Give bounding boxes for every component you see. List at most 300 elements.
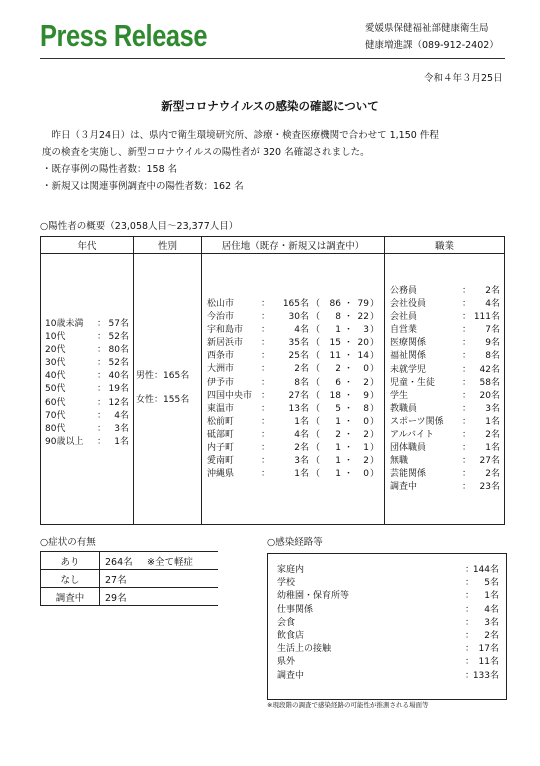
symptoms-table — [40, 551, 218, 606]
route-value: 2名 — [484, 630, 499, 641]
residence-row — [207, 442, 379, 455]
symptom-row — [41, 552, 219, 570]
residence-colon: ： — [261, 416, 271, 427]
symptom-row — [41, 588, 219, 606]
route-row — [277, 564, 499, 577]
route-value: 3名 — [484, 617, 499, 628]
residence-dot: ・ — [344, 325, 354, 336]
age-colon: ： — [97, 410, 107, 421]
residence-new: 8 — [363, 403, 369, 414]
residence-row — [207, 350, 379, 363]
occupation-value: 1名 — [485, 443, 500, 454]
residence-city: 大洲市 — [207, 364, 235, 375]
route-colon: ： — [465, 630, 475, 641]
route-value: 144名 — [472, 565, 499, 575]
residence-paren-open: （ — [311, 325, 321, 336]
occupation-value: 58名 — [479, 377, 500, 388]
age-row — [45, 383, 129, 396]
occupation-value: 111名 — [473, 312, 500, 323]
occupation-label: 公務員 — [390, 286, 418, 296]
occupation-row — [390, 324, 500, 337]
residence-paren-open: （ — [311, 403, 321, 414]
age-colon: ： — [97, 397, 107, 408]
age-label: 30代 — [45, 358, 66, 369]
residence-city: 西条市 — [207, 351, 235, 362]
route-row — [277, 670, 499, 683]
residence-new: 0 — [363, 469, 369, 480]
occupation-row — [390, 416, 500, 429]
col-header-age: 年代 — [41, 237, 134, 254]
occupation-colon: ： — [462, 390, 472, 401]
age-value: 80名 — [108, 345, 129, 356]
age-row — [45, 397, 129, 410]
overview-heading: ○陽性者の概要（23,058人目～23,377人目） — [40, 221, 239, 232]
residence-new: 2 — [363, 377, 369, 388]
residence-dot: ・ — [344, 456, 354, 467]
occupation-row — [390, 455, 500, 468]
route-label: 仕事関係 — [277, 604, 314, 615]
occupation-label: 児童・生徒 — [390, 377, 436, 388]
col-header-sex: 性別 — [134, 237, 202, 254]
issuer-dept: 愛媛県保健福祉部健康衛生局 — [365, 23, 489, 34]
residence-row — [207, 416, 379, 429]
age-value: 12名 — [108, 397, 129, 408]
residence-city: 宇和島市 — [207, 325, 244, 336]
residence-new: 9 — [363, 390, 369, 401]
route-colon: ： — [465, 578, 475, 589]
age-cell — [41, 254, 134, 525]
residence-dot: ・ — [344, 416, 354, 427]
occupation-value: 2名 — [485, 469, 500, 480]
residence-paren-close: ） — [370, 377, 380, 388]
occupation-value: 20名 — [479, 390, 500, 401]
occupation-row — [390, 481, 500, 494]
residence-paren-open: （ — [311, 429, 321, 440]
residence-existing: 2 — [335, 429, 341, 440]
residence-paren-close: ） — [370, 390, 380, 401]
symptom-label: なし — [41, 570, 100, 588]
residence-city: 松山市 — [207, 299, 235, 309]
symptom-label: あり — [41, 552, 100, 570]
age-value: 40名 — [108, 371, 129, 382]
route-value: 11名 — [478, 657, 499, 668]
occupation-label: スポーツ関係 — [390, 416, 444, 427]
residence-existing: 1 — [335, 443, 341, 454]
occupation-list — [390, 285, 500, 495]
age-label: 90歳以上 — [45, 436, 84, 447]
residence-colon: ： — [261, 325, 271, 336]
residence-city: 伊予市 — [207, 377, 235, 388]
residence-row — [207, 455, 379, 468]
occupation-label: 会社員 — [390, 312, 418, 323]
route-row — [277, 617, 499, 630]
route-row — [277, 630, 499, 643]
residence-total: 3名 — [294, 456, 309, 467]
document-title: 新型コロナウイルスの感染の確認について — [161, 99, 379, 113]
residence-row — [207, 468, 379, 481]
occupation-colon: ： — [462, 338, 472, 349]
release-date: 令和４年３月25日 — [424, 73, 503, 84]
occupation-label: 教職員 — [390, 403, 418, 414]
residence-row — [207, 390, 379, 403]
residence-city: 愛南町 — [207, 456, 235, 467]
route-value: 133名 — [472, 670, 499, 681]
residence-existing: 8 — [335, 312, 341, 323]
route-colon: ： — [465, 604, 475, 615]
residence-new: 3 — [363, 325, 369, 336]
age-value: 3名 — [114, 423, 129, 434]
sex-label: 男性： — [136, 371, 164, 381]
sex-list — [136, 364, 189, 412]
residence-new: 1 — [363, 443, 369, 454]
occupation-value: 42名 — [479, 364, 500, 375]
press-release-banner: Press Release — [40, 18, 208, 53]
occupation-value: 23名 — [479, 482, 500, 493]
intro-paragraph — [42, 127, 507, 195]
residence-total: 4名 — [294, 325, 309, 336]
residence-total: 30名 — [288, 312, 309, 323]
residence-new: 0 — [363, 416, 369, 427]
occupation-row — [390, 350, 500, 363]
sex-value: 155名 — [163, 395, 190, 405]
symptom-count: 29名 — [105, 592, 127, 604]
route-colon: ： — [465, 617, 475, 628]
occupation-label: 福祉関係 — [390, 351, 427, 362]
route-value: 1名 — [484, 591, 499, 602]
residence-city: 東温市 — [207, 403, 235, 414]
residence-paren-close: ） — [370, 312, 380, 323]
residence-row — [207, 337, 379, 350]
residence-row — [207, 363, 379, 376]
age-label: 70代 — [45, 410, 66, 421]
age-value: 57名 — [108, 319, 129, 329]
sex-row — [136, 388, 189, 412]
route-label: 調査中 — [277, 670, 305, 681]
residence-row — [207, 429, 379, 442]
residence-paren-close: ） — [370, 351, 380, 362]
age-row — [45, 357, 129, 370]
residence-colon: ： — [261, 312, 271, 323]
age-row — [45, 344, 129, 357]
age-row — [45, 423, 129, 436]
residence-colon: ： — [261, 390, 271, 401]
residence-new: 79 — [357, 299, 369, 309]
residence-existing: 1 — [335, 325, 341, 336]
residence-dot: ・ — [344, 390, 354, 401]
route-colon: ： — [465, 591, 475, 602]
symptom-value — [100, 570, 219, 588]
route-colon: ： — [465, 657, 475, 668]
overview-table — [40, 236, 505, 525]
age-colon: ： — [97, 332, 107, 343]
occupation-value: 8名 — [485, 351, 500, 362]
residence-total: 8名 — [294, 377, 309, 388]
residence-new: 2 — [363, 456, 369, 467]
occupation-value: 27名 — [479, 456, 500, 467]
route-colon: ： — [465, 670, 475, 681]
occupation-value: 7名 — [485, 325, 500, 336]
sex-cell — [134, 254, 202, 525]
residence-paren-open: （ — [311, 377, 321, 388]
occupation-row — [390, 337, 500, 350]
residence-paren-close: ） — [370, 456, 380, 467]
residence-total: 4名 — [294, 429, 309, 440]
residence-existing: 6 — [335, 377, 341, 388]
occupation-colon: ： — [462, 430, 472, 441]
residence-dot: ・ — [344, 443, 354, 454]
residence-existing: 1 — [335, 456, 341, 467]
occupation-label: 学生 — [390, 390, 409, 401]
residence-city: 内子町 — [207, 443, 235, 454]
residence-city: 新居浜市 — [207, 338, 244, 349]
route-label: 幼稚園・保育所等 — [277, 591, 350, 602]
residence-total: 13名 — [288, 403, 309, 414]
occupation-label: 芸能関係 — [390, 469, 427, 480]
residence-paren-open: （ — [311, 469, 321, 480]
residence-total: 2名 — [294, 443, 309, 454]
issuer-contact: 健康増進課（089-912-2402） — [365, 40, 499, 51]
occupation-label: 無職 — [390, 456, 409, 467]
residence-dot: ・ — [344, 364, 354, 375]
sex-value: 165名 — [163, 371, 190, 381]
route-label: 生活上の接触 — [277, 644, 332, 655]
occupation-value: 3名 — [485, 403, 500, 414]
residence-colon: ： — [261, 456, 271, 467]
residence-colon: ： — [261, 364, 271, 375]
occupation-colon: ： — [462, 482, 472, 493]
age-list — [45, 318, 129, 449]
residence-dot: ・ — [344, 377, 354, 388]
residence-existing: 1 — [335, 416, 341, 427]
occupation-colon: ： — [462, 312, 472, 323]
residence-colon: ： — [261, 443, 271, 454]
residence-colon: ： — [261, 403, 271, 414]
occupation-colon: ： — [462, 403, 472, 414]
residence-existing: 15 — [329, 338, 341, 349]
occupation-row — [390, 298, 500, 311]
symptom-label: 調査中 — [41, 588, 100, 606]
route-row — [277, 577, 499, 590]
occupation-colon: ： — [462, 299, 472, 310]
residence-row — [207, 298, 379, 311]
residence-list — [207, 298, 379, 481]
col-header-occupation: 職業 — [385, 237, 505, 254]
route-row — [277, 604, 499, 617]
occupation-row — [390, 403, 500, 416]
residence-dot: ・ — [344, 429, 354, 440]
residence-dot: ・ — [344, 338, 354, 349]
occupation-colon: ： — [462, 456, 472, 467]
age-row — [45, 436, 129, 449]
residence-total: 35名 — [288, 338, 309, 349]
occupation-colon: ： — [462, 377, 472, 388]
residence-dot: ・ — [344, 312, 354, 323]
occupation-value: 9名 — [485, 338, 500, 349]
routes-list — [277, 564, 499, 683]
route-row — [277, 656, 499, 669]
residence-existing: 18 — [329, 390, 341, 401]
occupation-row — [390, 429, 500, 442]
route-value: 4名 — [484, 604, 499, 615]
route-colon: ： — [465, 565, 475, 575]
residence-paren-close: ） — [370, 443, 380, 454]
occupation-value: 2名 — [485, 430, 500, 441]
occupation-row — [390, 364, 500, 377]
residence-total: 27名 — [288, 390, 309, 401]
occupation-value: 2名 — [485, 286, 500, 296]
symptom-count: 264名 — [105, 556, 133, 568]
residence-paren-close: ） — [370, 299, 380, 309]
age-label: 10代 — [45, 332, 66, 343]
age-label: 80代 — [45, 423, 66, 434]
residence-existing: 11 — [329, 351, 341, 362]
residence-city: 今治市 — [207, 312, 235, 323]
occupation-colon: ： — [462, 443, 472, 454]
occupation-label: 調査中 — [390, 482, 418, 493]
occupation-colon: ： — [462, 286, 472, 296]
residence-total: 25名 — [288, 351, 309, 362]
route-label: 県外 — [277, 657, 296, 668]
residence-colon: ： — [261, 429, 271, 440]
symptom-row — [41, 570, 219, 588]
age-row — [45, 331, 129, 344]
age-label: 50代 — [45, 384, 66, 395]
residence-city: 砥部町 — [207, 429, 235, 440]
age-value: 4名 — [114, 410, 129, 421]
age-colon: ： — [97, 358, 107, 369]
residence-colon: ： — [261, 299, 271, 309]
age-label: 40代 — [45, 371, 66, 382]
residence-row — [207, 311, 379, 324]
route-value: 5名 — [484, 578, 499, 589]
intro-bullet-new: ・新規又は関連事例調査中の陽性者数：162 名 — [42, 181, 244, 192]
age-colon: ： — [97, 384, 107, 395]
residence-new: 14 — [357, 351, 369, 362]
residence-city: 沖縄県 — [207, 469, 235, 480]
age-value: 19名 — [108, 384, 129, 395]
sex-label: 女性： — [136, 395, 164, 405]
route-label: 学校 — [277, 578, 296, 589]
intro-line-1: 昨日（３月24日）は、県内で衛生環境研究所、診療・検査医療機関で合わせて 1,150 件程 — [51, 130, 439, 141]
occupation-row — [390, 311, 500, 324]
occupation-row — [390, 285, 500, 298]
residence-dot: ・ — [344, 351, 354, 362]
residence-dot: ・ — [344, 403, 354, 414]
sex-row — [136, 364, 189, 388]
occupation-colon: ： — [462, 351, 472, 362]
residence-paren-open: （ — [311, 338, 321, 349]
residence-row — [207, 324, 379, 337]
residence-new: 2 — [363, 429, 369, 440]
route-label: 飲食店 — [277, 630, 305, 641]
age-colon: ： — [97, 371, 107, 382]
residence-cell — [202, 254, 385, 525]
residence-existing: 86 — [329, 299, 341, 309]
residence-row — [207, 377, 379, 390]
age-colon: ： — [97, 319, 107, 329]
age-value: 52名 — [108, 358, 129, 369]
residence-colon: ： — [261, 351, 271, 362]
route-row — [277, 643, 499, 656]
symptom-note: ※全て軽症 — [147, 556, 193, 568]
occupation-label: 医療関係 — [390, 338, 427, 349]
residence-paren-close: ） — [370, 338, 380, 349]
intro-line-2: 度の検査を実施し、新型コロナウイルスの陽性者が 320 名確認されました。 — [42, 147, 370, 158]
residence-new: 0 — [363, 364, 369, 375]
occupation-label: 団体職員 — [390, 443, 427, 454]
residence-paren-close: ） — [370, 364, 380, 375]
residence-paren-open: （ — [311, 456, 321, 467]
residence-new: 22 — [357, 312, 369, 323]
residence-paren-open: （ — [311, 390, 321, 401]
age-value: 52名 — [108, 332, 129, 343]
route-label: 会食 — [277, 617, 296, 628]
age-label: 60代 — [45, 397, 66, 408]
residence-paren-open: （ — [311, 416, 321, 427]
routes-footnote: ※現段階の調査で感染経路の可能性が推測される場面等 — [267, 701, 429, 709]
occupation-colon: ： — [462, 364, 472, 375]
residence-new: 20 — [357, 338, 369, 349]
occupation-row — [390, 390, 500, 403]
symptoms-heading: ○症状の有無 — [40, 537, 96, 548]
residence-paren-open: （ — [311, 364, 321, 375]
residence-total: 1名 — [294, 416, 309, 427]
route-label: 家庭内 — [277, 565, 305, 575]
age-colon: ： — [97, 436, 107, 447]
route-colon: ： — [465, 644, 475, 655]
intro-bullet-existing: ・既存事例の陽性者数：158 名 — [42, 164, 178, 175]
residence-row — [207, 403, 379, 416]
occupation-colon: ： — [462, 416, 472, 427]
age-colon: ： — [97, 345, 107, 356]
residence-paren-close: ） — [370, 429, 380, 440]
residence-paren-open: （ — [311, 312, 321, 323]
residence-dot: ・ — [344, 469, 354, 480]
issuer — [365, 20, 499, 54]
residence-existing: 1 — [335, 469, 341, 480]
route-value: 17名 — [478, 644, 499, 655]
residence-paren-open: （ — [311, 351, 321, 362]
occupation-row — [390, 442, 500, 455]
age-label: 20代 — [45, 345, 66, 356]
residence-dot: ・ — [344, 299, 354, 309]
residence-total: 165名 — [282, 299, 309, 309]
symptom-value — [100, 588, 219, 606]
occupation-label: アルバイト — [390, 430, 435, 441]
residence-existing: 5 — [335, 403, 341, 414]
age-row — [45, 410, 129, 423]
occupation-colon: ： — [462, 469, 472, 480]
residence-city: 四国中央市 — [207, 390, 253, 401]
residence-paren-open: （ — [311, 443, 321, 454]
occupation-value: 4名 — [485, 299, 500, 310]
route-row — [277, 590, 499, 603]
occupation-row — [390, 468, 500, 481]
symptom-count: 27名 — [105, 574, 127, 586]
age-row — [45, 318, 129, 331]
occupation-value: 1名 — [485, 416, 500, 427]
age-colon: ： — [97, 423, 107, 434]
occupation-cell — [385, 254, 505, 525]
residence-paren-close: ） — [370, 469, 380, 480]
occupation-row — [390, 377, 500, 390]
occupation-label: 会社役員 — [390, 299, 427, 310]
residence-paren-close: ） — [370, 403, 380, 414]
occupation-colon: ： — [462, 325, 472, 336]
age-value: 1名 — [114, 436, 129, 447]
routes-box — [267, 553, 507, 700]
residence-colon: ： — [261, 338, 271, 349]
